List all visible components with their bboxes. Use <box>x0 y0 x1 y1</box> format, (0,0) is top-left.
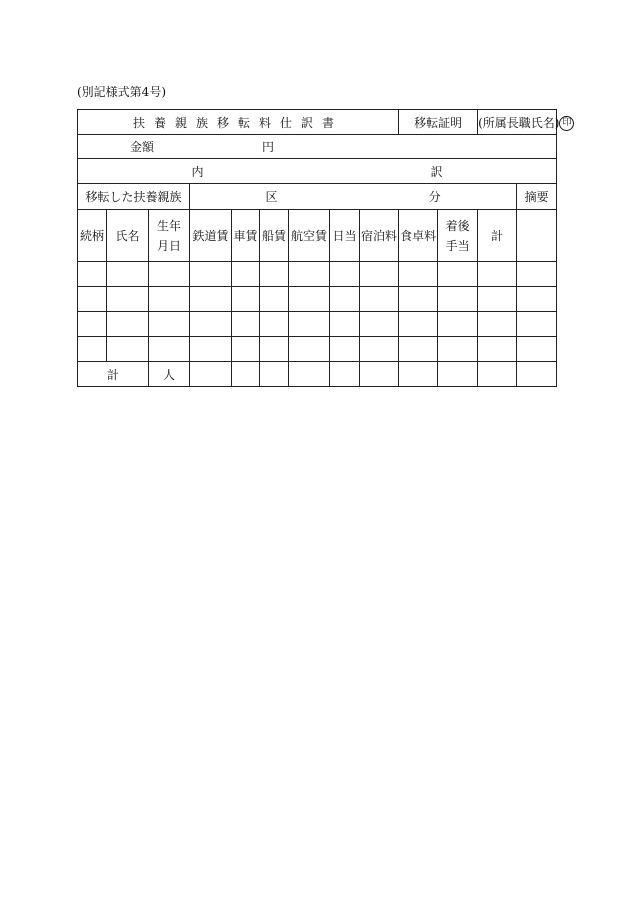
cell-name[interactable] <box>107 262 149 287</box>
total-air-fare[interactable] <box>289 362 330 387</box>
col-header-remarks-blank <box>517 210 557 262</box>
cell-air-fare[interactable] <box>289 312 330 337</box>
total-car-fare[interactable] <box>232 362 260 387</box>
cell-daily-allowance[interactable] <box>330 287 360 312</box>
total-railway-fare[interactable] <box>190 362 232 387</box>
cell-ship-fare[interactable] <box>260 262 289 287</box>
cell-arrival-allowance[interactable] <box>438 287 478 312</box>
cell-relationship[interactable] <box>78 287 107 312</box>
cell-arrival-allowance[interactable] <box>438 337 478 362</box>
cell-lodging[interactable] <box>360 337 399 362</box>
cell-name[interactable] <box>107 312 149 337</box>
cell-railway-fare[interactable] <box>190 262 232 287</box>
col-header-name: 氏名 <box>107 210 149 262</box>
cell-birth-date[interactable] <box>149 262 190 287</box>
category-right-char: 分 <box>428 190 441 204</box>
cell-meal[interactable] <box>399 287 438 312</box>
cell-birth-date[interactable] <box>149 287 190 312</box>
group-header-row <box>78 184 557 210</box>
cell-meal[interactable] <box>399 312 438 337</box>
column-header-row <box>78 210 557 262</box>
cell-ship-fare[interactable] <box>260 287 289 312</box>
col-header-relationship: 続柄 <box>78 210 107 262</box>
col-header-air-fare: 航空賃 <box>289 210 330 262</box>
amount-row <box>78 135 557 159</box>
col-header-total: 計 <box>478 210 517 262</box>
total-arrival-allowance[interactable] <box>438 362 478 387</box>
total-ship-fare[interactable] <box>260 362 289 387</box>
cell-total[interactable] <box>478 287 517 312</box>
col-header-birth-date: 生年 月日 <box>149 210 190 262</box>
cell-meal[interactable] <box>399 262 438 287</box>
cell-total[interactable] <box>478 337 517 362</box>
dependents-relocation-statement-form <box>77 109 572 387</box>
cell-ship-fare[interactable] <box>260 312 289 337</box>
form-number: (別記様式第4号) <box>77 85 166 99</box>
cell-name[interactable] <box>107 337 149 362</box>
cell-relationship[interactable] <box>78 337 107 362</box>
seal-icon: 印 <box>559 116 574 131</box>
col-header-car-fare: 車賃 <box>232 210 260 262</box>
cell-lodging[interactable] <box>360 287 399 312</box>
total-total[interactable] <box>478 362 517 387</box>
category-group-header <box>190 184 517 210</box>
category-left-char: 区 <box>265 190 278 204</box>
chief-name-cell[interactable] <box>478 110 572 135</box>
title-row <box>78 110 557 135</box>
total-row-label: 計 <box>78 362 149 387</box>
amount-label: 金額 <box>130 140 155 154</box>
remarks-header: 摘要 <box>517 184 557 210</box>
total-remarks[interactable] <box>517 362 557 387</box>
cell-total[interactable] <box>478 262 517 287</box>
total-lodging[interactable] <box>360 362 399 387</box>
cell-air-fare[interactable] <box>289 287 330 312</box>
cell-railway-fare[interactable] <box>190 337 232 362</box>
breakdown-right-char: 訳 <box>430 164 443 179</box>
cell-birth-date[interactable] <box>149 337 190 362</box>
col-header-meal: 食卓料 <box>399 210 438 262</box>
form-title: 扶養親族移転料仕訳書 <box>78 110 399 135</box>
cell-meal[interactable] <box>399 337 438 362</box>
cell-remarks[interactable] <box>517 337 557 362</box>
people-count-unit: 人 <box>149 362 190 387</box>
cell-car-fare[interactable] <box>232 287 260 312</box>
cell-railway-fare[interactable] <box>190 312 232 337</box>
cell-daily-allowance[interactable] <box>330 337 360 362</box>
dependents-group-header: 移転した扶養親族 <box>78 184 190 210</box>
cell-car-fare[interactable] <box>232 312 260 337</box>
cell-lodging[interactable] <box>360 312 399 337</box>
cell-arrival-allowance[interactable] <box>438 262 478 287</box>
cell-birth-date[interactable] <box>149 312 190 337</box>
col-header-railway-fare: 鉄道賃 <box>190 210 232 262</box>
cell-air-fare[interactable] <box>289 337 330 362</box>
total-meal[interactable] <box>399 362 438 387</box>
cell-daily-allowance[interactable] <box>330 262 360 287</box>
chief-name-label: (所属長職氏名) <box>478 115 560 130</box>
relocation-certificate-label: 移転証明 <box>399 110 478 135</box>
cell-arrival-allowance[interactable] <box>438 312 478 337</box>
cell-total[interactable] <box>478 312 517 337</box>
total-row <box>78 362 557 387</box>
table-row <box>78 337 557 362</box>
cell-name[interactable] <box>107 287 149 312</box>
cell-daily-allowance[interactable] <box>330 312 360 337</box>
cell-lodging[interactable] <box>360 262 399 287</box>
table-row <box>78 312 557 337</box>
cell-relationship[interactable] <box>78 312 107 337</box>
table-row <box>78 287 557 312</box>
cell-remarks[interactable] <box>517 262 557 287</box>
cell-remarks[interactable] <box>517 287 557 312</box>
cell-remarks[interactable] <box>517 312 557 337</box>
cell-relationship[interactable] <box>78 262 107 287</box>
amount-cell[interactable] <box>78 135 557 159</box>
col-header-ship-fare: 船賃 <box>260 210 289 262</box>
yen-unit: 円 <box>262 140 275 154</box>
col-header-daily-allowance: 日当 <box>330 210 360 262</box>
breakdown-left-char: 内 <box>191 164 204 179</box>
col-header-arrival-allowance: 着後 手当 <box>438 210 478 262</box>
breakdown-row <box>78 159 557 184</box>
cell-car-fare[interactable] <box>232 337 260 362</box>
cell-car-fare[interactable] <box>232 262 260 287</box>
table-row <box>78 262 557 287</box>
breakdown-heading <box>78 159 557 184</box>
cell-ship-fare[interactable] <box>260 337 289 362</box>
cell-air-fare[interactable] <box>289 262 330 287</box>
total-daily-allowance[interactable] <box>330 362 360 387</box>
cell-railway-fare[interactable] <box>190 287 232 312</box>
col-header-lodging: 宿泊料 <box>360 210 399 262</box>
